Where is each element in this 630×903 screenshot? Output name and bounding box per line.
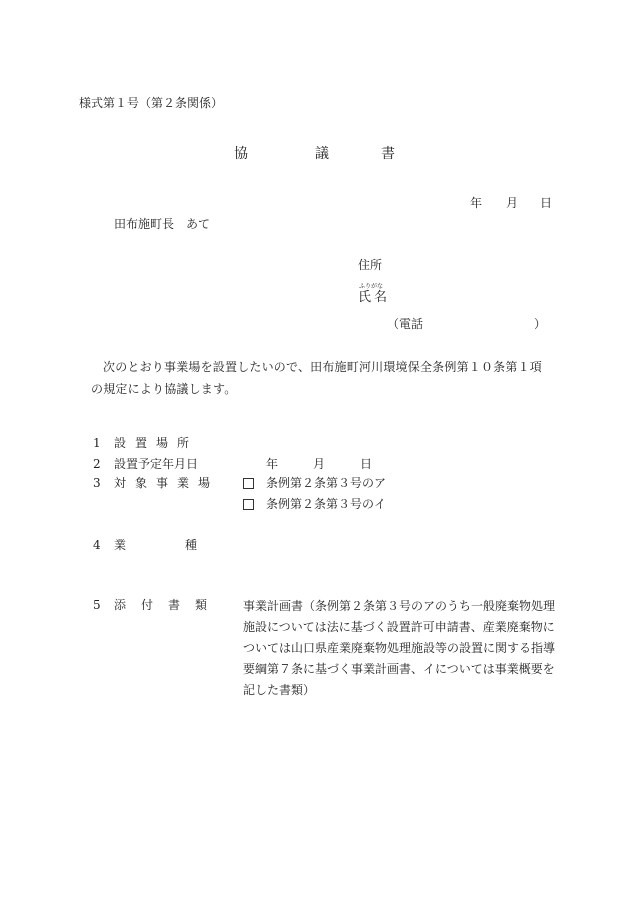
attachment-line: 要綱第７条に基づく事業計画書、イについては事業概要を	[243, 662, 555, 676]
addressee: 田布施町長 あて	[114, 217, 211, 231]
attachment-description	[243, 596, 563, 701]
option-a-label: 条例第２条第３号のア	[266, 476, 387, 490]
phone-close-paren: ）	[534, 317, 547, 331]
item-label-part-2: 種	[185, 538, 198, 552]
form-number: 様式第１号（第２条関係）	[79, 96, 224, 110]
address-label: 住所	[358, 258, 383, 272]
item-number: 5	[93, 598, 101, 612]
phone-label: （電話	[387, 317, 424, 331]
planned-year-label: 年	[266, 457, 279, 471]
attachment-line: 施設については法に基づく設置許可申請書、産業廃棄物に	[243, 620, 555, 634]
checkbox-option-i[interactable]	[243, 499, 254, 510]
body-paragraph: 次のとおり事業場を設置したいので、田布施町河川環境保全条例第１０条第１項の規定により協議します。	[91, 360, 542, 396]
date-month-label: 月	[506, 196, 519, 210]
attachment-line: 事業計画書（条例第２条第３号のアのうち一般廃棄物処理	[243, 599, 556, 613]
item-number: 2	[93, 457, 101, 471]
item-number: 4	[93, 538, 101, 552]
planned-month-label: 月	[313, 457, 326, 471]
title-char-3: 書	[381, 146, 395, 162]
item-label: 設置場所	[114, 436, 199, 450]
item-number: 1	[93, 436, 101, 450]
item-label: 設置予定年月日	[114, 457, 199, 471]
title-char-2: 議	[315, 146, 329, 162]
option-i-label: 条例第２条第３号のイ	[266, 497, 387, 511]
date-day-label: 日	[540, 196, 553, 210]
date-year-label: 年	[470, 196, 483, 210]
name-furigana: ふりがな	[359, 283, 384, 290]
name-label: 氏名	[358, 290, 391, 305]
title-char-1: 協	[234, 146, 248, 162]
planned-day-label: 日	[360, 457, 373, 471]
checkbox-option-a[interactable]	[243, 478, 254, 489]
item-number: 3	[93, 476, 101, 490]
item-label: 添付書類	[114, 598, 223, 612]
attachment-line: ついては山口県産業廃棄物処理施設等の設置に関する指導	[243, 641, 556, 655]
item-label: 対象事業場	[114, 476, 220, 490]
attachment-line: 記した書類）	[243, 683, 316, 697]
item-label-part-1: 業	[114, 538, 127, 552]
